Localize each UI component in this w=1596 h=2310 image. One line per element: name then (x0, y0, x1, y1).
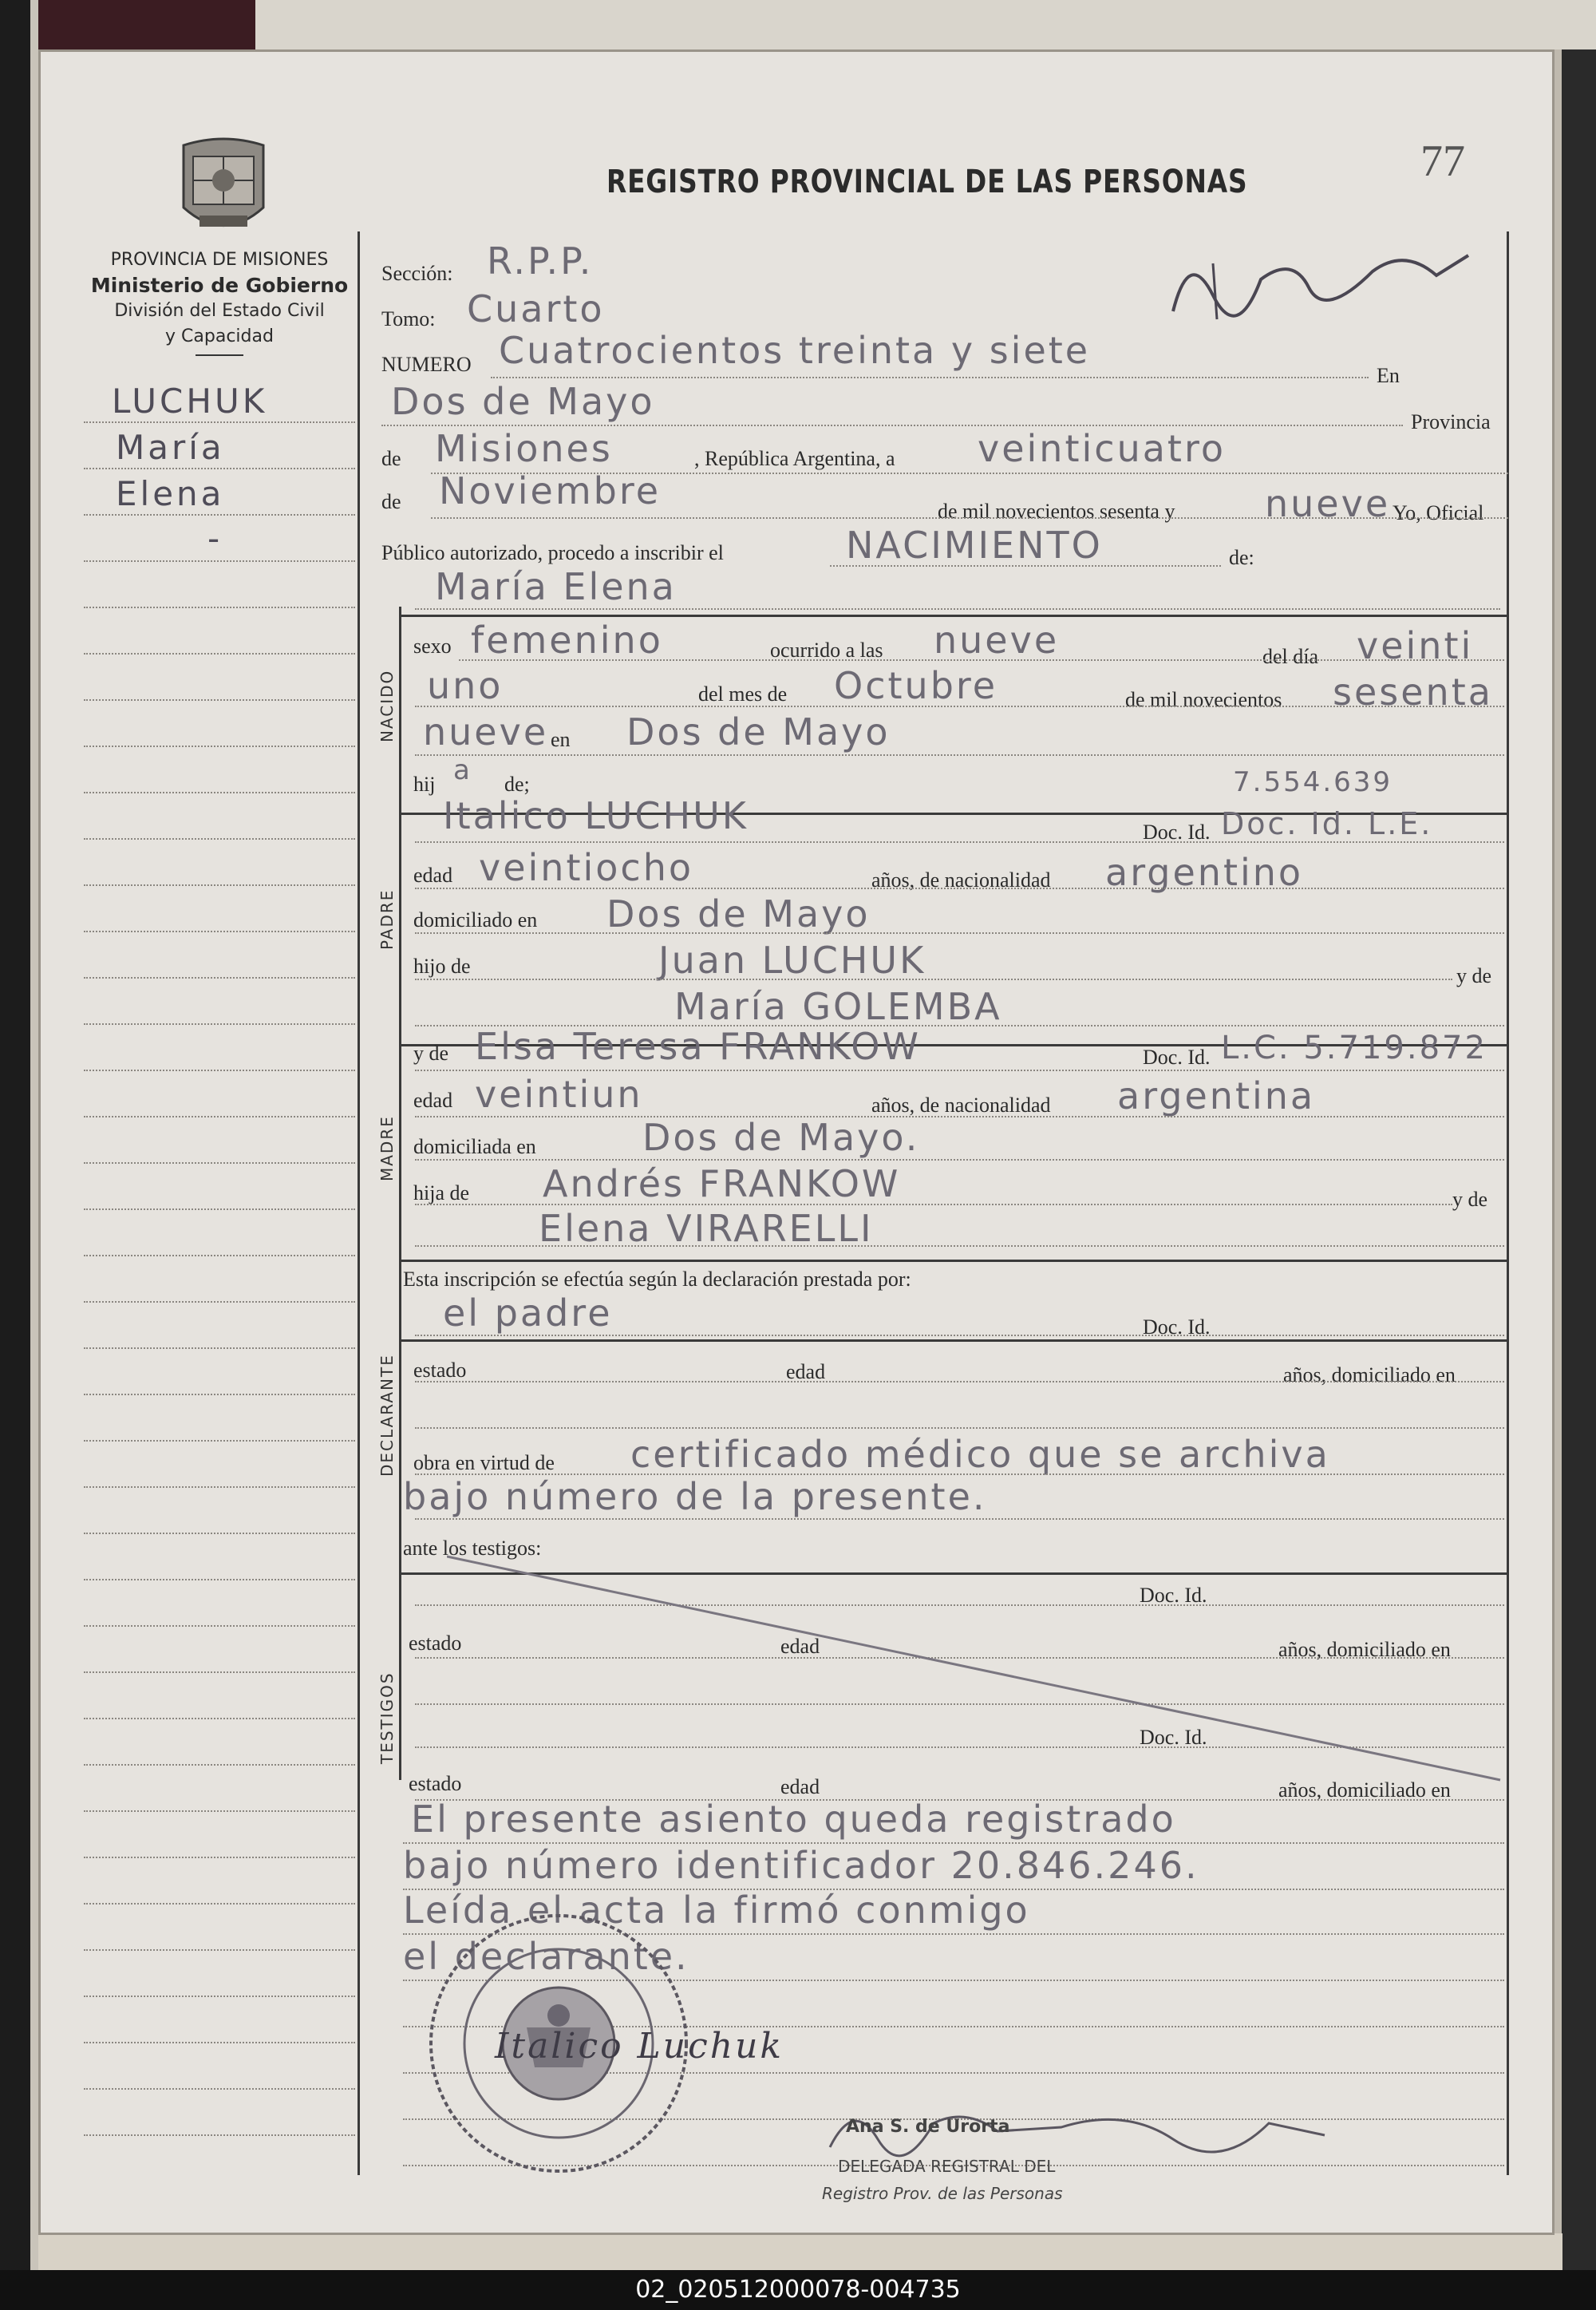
value-lugar-nacimiento: Dos de Mayo (626, 710, 891, 754)
section-label-madre: MADRE (377, 1115, 397, 1181)
label-padre-dom: domiciliado en (413, 908, 538, 932)
margin-line (84, 1857, 355, 1858)
value-padre-nac: argentino (1105, 851, 1304, 894)
margin-line (84, 1718, 355, 1719)
margin-line (84, 977, 355, 979)
value-abuela-paterna: María GOLEMBA (674, 985, 1002, 1028)
margin-line (84, 468, 355, 469)
margin-line (84, 560, 355, 562)
margin-line (84, 1208, 355, 1210)
margin-line (84, 514, 355, 516)
line-dia (415, 706, 1504, 707)
label-mil-sesenta: de mil novecientos sesenta y (938, 500, 1175, 523)
margin-line (84, 1996, 355, 1997)
margin-line (84, 2134, 355, 2136)
label-testigo2-doc-id: Doc. Id. (1140, 1726, 1207, 1749)
line-sexo (459, 659, 1504, 661)
line-lugar-nacimiento (415, 754, 1504, 756)
value-madre-nac: argentina (1117, 1074, 1316, 1117)
province-emblem-icon (176, 136, 271, 243)
label-ocurrido: ocurrido a las (770, 639, 883, 662)
official-name: Ana S. de Urorta (846, 2117, 1010, 2137)
line-madre-dom (415, 1159, 1504, 1161)
margin-line (84, 792, 355, 793)
label-testigo1-doc-id: Doc. Id. (1140, 1584, 1207, 1607)
margin-line (84, 931, 355, 932)
value-mes-inscripcion: Noviembre (439, 469, 662, 512)
value-hij-suffix: a (453, 754, 472, 786)
label-obra: obra en virtud de (413, 1451, 555, 1474)
value-tomo: Cuarto (467, 287, 605, 330)
section-label-nacido: NACIDO (377, 669, 397, 742)
separator-declarante (399, 1339, 1508, 1342)
background-strip (0, 0, 255, 49)
margin-line (84, 1810, 355, 1812)
line-declarante (415, 1335, 1504, 1336)
value-numero: Cuatrocientos treinta y siete (499, 329, 1091, 372)
label-republica: , República Argentina, a (694, 447, 895, 470)
value-padre: Italico LUCHUK (443, 794, 749, 837)
margin-line (84, 1440, 355, 1442)
value-sexo: femenino (471, 619, 663, 662)
value-padre-doc-num: 7.554.639 (1233, 766, 1393, 798)
margin-line (84, 1023, 355, 1025)
value-padre-dom: Dos de Mayo (606, 892, 871, 935)
label-madre-nac: años, de nacionalidad (871, 1094, 1051, 1117)
value-abuelo-paterno: Juan LUCHUK (658, 939, 926, 982)
label-sexo: sexo (413, 635, 452, 658)
value-abuela-materna: Elena VIRARELLI (539, 1207, 874, 1250)
value-madre-dom: Dos de Mayo. (642, 1116, 920, 1159)
line-padre-edad (415, 888, 1504, 889)
province-name: PROVINCIA DE MISIONES (110, 250, 329, 270)
label-numero: NUMERO (381, 353, 472, 376)
margin-line (84, 1070, 355, 1071)
margin-first-name: María (116, 428, 225, 467)
value-seccion: R.P.P. (487, 239, 594, 283)
label-tomo: Tomo: (381, 307, 436, 330)
label-de-semicolon: de; (504, 773, 530, 796)
label-mil-novecientos: de mil novecientos (1125, 688, 1282, 711)
ministry-name: Ministerio de Gobierno (90, 274, 349, 297)
label-de-mes: de (381, 490, 401, 513)
label-madre-y-de-2: y de (1452, 1188, 1488, 1211)
issuing-authority (76, 247, 363, 356)
label-madre-dom: domiciliada en (413, 1135, 536, 1158)
line-abuela-materna (415, 1245, 1504, 1247)
value-dia-nacimiento-a: veinti (1357, 624, 1474, 667)
line-acto (830, 565, 1221, 567)
line-declarante-estado (415, 1381, 1504, 1382)
section-label-padre: PADRE (377, 888, 397, 950)
value-padre-edad: veintiocho (479, 846, 694, 889)
label-padre-nac: años, de nacionalidad (871, 868, 1051, 892)
margin-line (84, 1533, 355, 1534)
label-declarante-anos: años, domiciliado en (1283, 1363, 1456, 1386)
label-padre-y-de: y de (1456, 964, 1492, 987)
line-mes (431, 517, 1508, 519)
value-madre-doc: L.C. 5.719.872 (1221, 1030, 1487, 1066)
line-madre-hija (415, 1204, 1452, 1205)
margin-dash: - (207, 519, 223, 558)
label-testigo1-estado: estado (409, 1632, 462, 1655)
value-acto: NACIMIENTO (846, 524, 1103, 567)
label-madre-y-de: y de (413, 1042, 449, 1065)
margin-line (84, 746, 355, 747)
label-seccion: Sección: (381, 262, 453, 285)
division-line-2: y Capacidad (165, 326, 274, 346)
note-line-1: El presente asiento queda registrado (411, 1798, 1176, 1841)
margin-line (84, 1949, 355, 1951)
section-label-testigos: TESTIGOS (377, 1671, 397, 1764)
line-padre-dom (415, 932, 1504, 934)
value-obra-2: bajo número de la presente. (403, 1475, 987, 1518)
margin-line (84, 1116, 355, 1117)
margin-line (84, 699, 355, 701)
value-abuelo-materno: Andrés FRANKOW (543, 1162, 901, 1205)
label-yo-oficial: Yo, Oficial (1393, 501, 1484, 524)
label-madre-edad: edad (413, 1089, 453, 1112)
official-initials-signature (1165, 231, 1484, 327)
label-en: En (1377, 364, 1400, 387)
margin-line (84, 1579, 355, 1580)
signature-declarante: Italico Luchuk (495, 2026, 784, 2067)
cancel-stroke (447, 1549, 1508, 1788)
margin-line (84, 607, 355, 608)
line-nombre (415, 608, 1500, 610)
value-anio-nacimiento-a: sesenta (1333, 670, 1493, 714)
label-publico: Público autorizado, procedo a inscribir el (381, 541, 724, 564)
margin-line (84, 1764, 355, 1766)
main-left-border (358, 231, 360, 2175)
value-obra-1: certificado médico que se archiva (630, 1433, 1330, 1476)
label-declarante-estado: estado (413, 1359, 467, 1382)
label-del-dia: del día (1262, 645, 1319, 668)
label-testigo2-estado: estado (409, 1772, 462, 1795)
section-left-rule (399, 607, 401, 1309)
margin-line (84, 2042, 355, 2043)
label-hij: hij (413, 773, 436, 796)
label-testigo1-edad: edad (780, 1635, 820, 1658)
line-madre-edad (415, 1116, 1504, 1117)
label-madre-doc-id: Doc. Id. (1143, 1046, 1211, 1069)
page-bottom-edge (38, 2233, 1562, 2270)
value-padre-doc: Doc. Id. L.E. (1221, 806, 1433, 841)
separator-nacido (399, 615, 1508, 617)
main-right-border (1507, 231, 1509, 2175)
authority-divider (196, 354, 243, 356)
value-madre: Elsa Teresa FRANKOW (475, 1025, 921, 1068)
value-dia-nacimiento-b: uno (427, 664, 504, 707)
label-testigo2-anos: años, domiciliado en (1278, 1778, 1451, 1802)
value-provincia: Misiones (435, 427, 613, 470)
line-declarante-dom (415, 1427, 1504, 1429)
margin-line (84, 1671, 355, 1673)
line-numero (491, 377, 1369, 378)
value-hora: nueve (934, 619, 1060, 662)
label-padre-hijo-de: hijo de (413, 955, 471, 978)
official-role-2: Registro Prov. de las Personas (822, 2184, 1063, 2203)
label-de-provincia: de (381, 447, 401, 470)
label-declarante-edad: edad (786, 1360, 826, 1383)
label-del-mes: del mes de (698, 682, 788, 706)
margin-line (84, 1486, 355, 1488)
value-mes-nacimiento: Octubre (834, 664, 998, 707)
margin-line (84, 1301, 355, 1303)
label-en-lugar: en (551, 728, 571, 751)
value-anio-inscripcion: nueve (1265, 482, 1391, 525)
label-de-colon: de: (1229, 546, 1254, 569)
section-left-rule-2 (399, 1309, 401, 1780)
line-obra-2 (415, 1518, 1504, 1520)
label-padre-doc-id: Doc. Id. (1143, 821, 1211, 844)
margin-line (84, 1625, 355, 1627)
margin-line (84, 1903, 355, 1905)
value-lugar: Dos de Mayo (391, 380, 655, 423)
page-number: 77 (1420, 136, 1465, 186)
label-ante-testigos: ante los testigos: (403, 1537, 542, 1560)
margin-line (84, 1162, 355, 1164)
value-dia-inscripcion: veinticuatro (978, 427, 1226, 470)
value-declarante: el padre (443, 1291, 613, 1335)
line-lugar (381, 425, 1403, 426)
scan-identifier: 02_020512000078-004735 (0, 2270, 1596, 2310)
margin-line (84, 884, 355, 886)
official-role-1: DELEGADA REGISTRAL DEL (838, 2157, 1056, 2176)
label-declaracion: Esta inscripción se efectúa según la declaración prestada por: (403, 1268, 911, 1291)
label-madre-hija-de: hija de (413, 1181, 470, 1204)
margin-line (84, 653, 355, 655)
label-padre-edad: edad (413, 864, 453, 887)
line-padre (415, 841, 1504, 843)
value-nombre: María Elena (435, 565, 677, 608)
line-madre (415, 1070, 1504, 1071)
note-line-3: Leída el acta la firmó conmigo (403, 1889, 1030, 1932)
label-testigo2-edad: edad (780, 1775, 820, 1798)
margin-line (84, 1255, 355, 1256)
label-testigo1-anos: años, domiciliado en (1278, 1638, 1451, 1661)
label-provincia: Provincia (1411, 410, 1491, 433)
value-anio-nacimiento-b: nueve (423, 710, 549, 754)
separator-declaracion (399, 1260, 1508, 1262)
note-line-4: el declarante. (403, 1935, 689, 1978)
division-line-1: División del Estado Civil (114, 301, 325, 321)
margin-line (84, 421, 355, 423)
margin-line (84, 1394, 355, 1395)
margin-line (84, 1347, 355, 1349)
value-madre-edad: veintiun (475, 1073, 643, 1116)
margin-middle-name: Elena (116, 474, 225, 513)
label-declarante-doc-id: Doc. Id. (1143, 1315, 1211, 1339)
margin-surname: LUCHUK (112, 382, 268, 421)
register-title: REGISTRO PROVINCIAL DE LAS PERSONAS (606, 164, 1248, 200)
note-line-2: bajo número identificador 20.846.246. (403, 1844, 1199, 1887)
margin-line (84, 838, 355, 840)
binding-shadow (0, 0, 30, 2283)
section-label-declarante: DECLARANTE (377, 1354, 397, 1477)
margin-line (84, 2088, 355, 2090)
line-padre-hijo (415, 979, 1452, 980)
